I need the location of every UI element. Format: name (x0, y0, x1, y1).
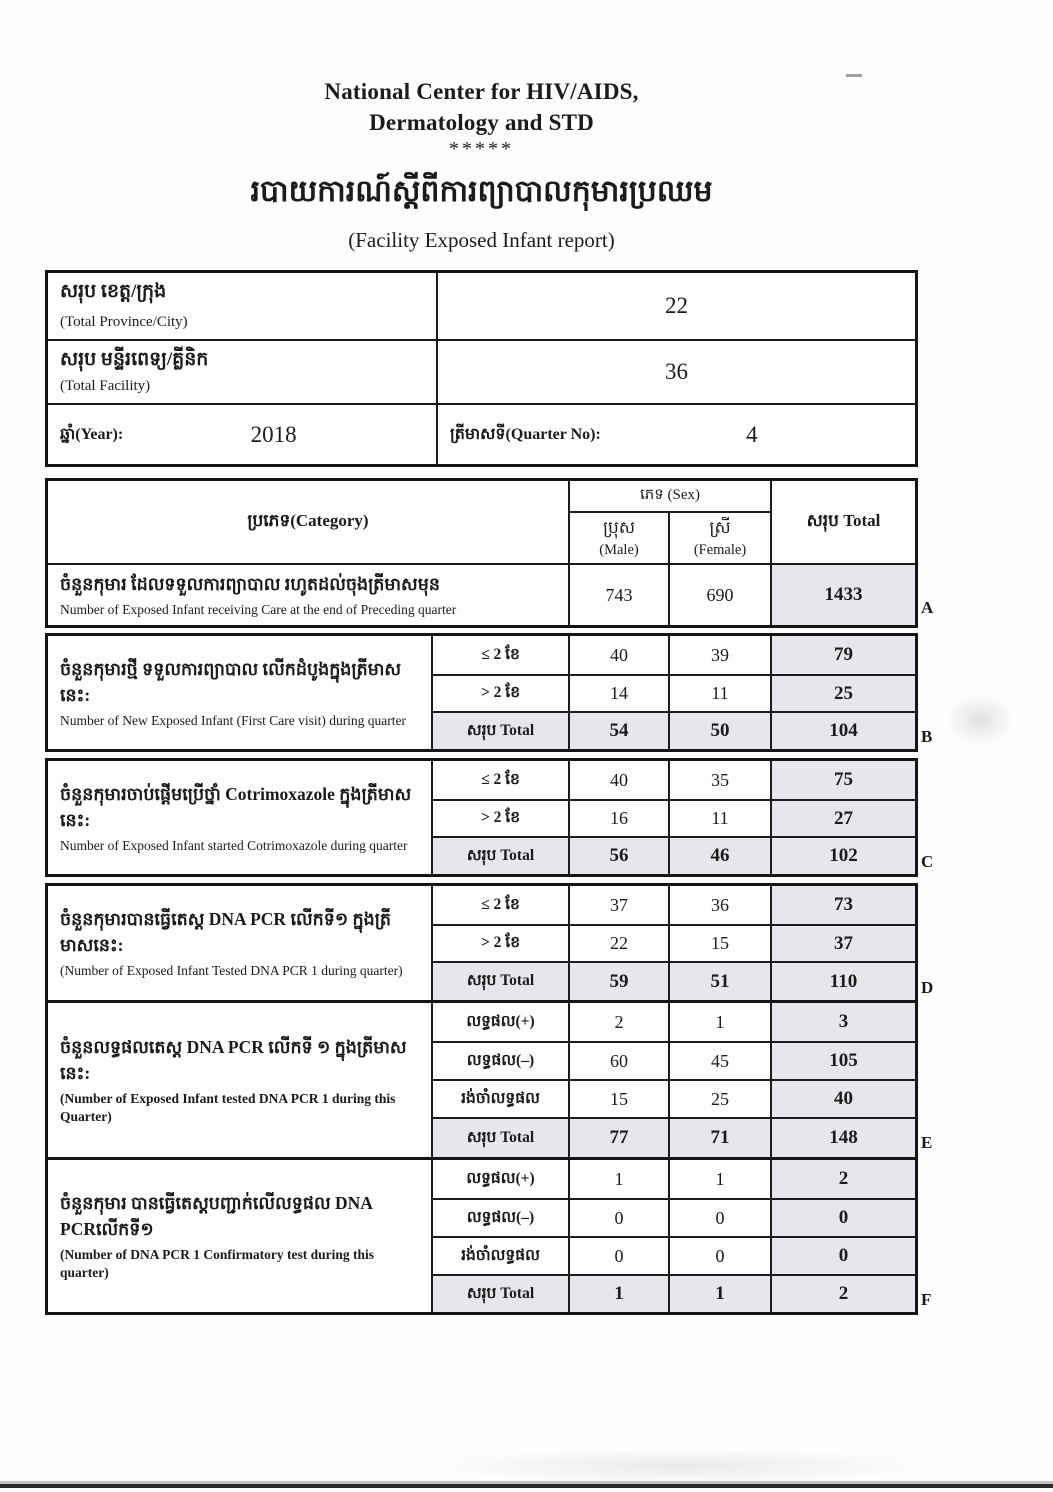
cell-male: 2 (568, 1003, 668, 1041)
cell-total: 102 (770, 836, 915, 874)
section-e-table (45, 1003, 918, 1160)
sex-header: ភេទ (Sex) (568, 481, 770, 511)
quarter-label: ត្រីមាសទី(Quarter No): (450, 425, 601, 443)
section-a-male: 743 (568, 563, 668, 625)
total-province-value: 22 (436, 273, 915, 339)
section-e-marker: E (921, 1133, 933, 1152)
cell-female: 45 (668, 1041, 770, 1079)
section-f-table (45, 1160, 918, 1315)
cell-male: 0 (568, 1236, 668, 1274)
cell-male: 1 (568, 1160, 668, 1198)
row-label: > 2 ខែ (431, 799, 568, 836)
section-d-marker: D (921, 978, 934, 997)
cell-female: 11 (668, 799, 770, 836)
row-label: រង់ចាំលទ្ធផល (431, 1079, 568, 1117)
cell-male: 40 (568, 761, 668, 799)
cell-male: 40 (568, 636, 668, 674)
section-a-total: 1433 (770, 563, 915, 625)
cell-total: 27 (770, 799, 915, 836)
cell-female: 50 (668, 711, 770, 749)
quarter-cell (436, 403, 915, 464)
report-header (45, 76, 918, 253)
cell-total: 79 (770, 636, 915, 674)
cell-male: 77 (568, 1117, 668, 1157)
cell-total: 75 (770, 761, 915, 799)
row-label-total: សរុប Total (431, 1117, 568, 1157)
section-c-marker: C (921, 852, 934, 871)
cell-male: 60 (568, 1041, 668, 1079)
org-name-line2: Dermatology and STD (369, 110, 594, 135)
cell-female: 15 (668, 924, 770, 961)
section-c-table (45, 758, 918, 877)
cell-female: 1 (668, 1160, 770, 1198)
row-label: > 2 ខែ (431, 674, 568, 711)
cell-female: 11 (668, 674, 770, 711)
row-label: រង់ចាំលទ្ធផល (431, 1236, 568, 1274)
total-header: សរុប Total (770, 481, 915, 563)
cell-male: 1 (568, 1274, 668, 1312)
year-cell (48, 403, 436, 464)
row-label: ≤ 2 ខែ (431, 761, 568, 799)
cell-total: 2 (770, 1160, 915, 1198)
female-header: ស្រី (Female) (668, 511, 770, 563)
row-label-total: សរុប Total (431, 711, 568, 749)
cell-female: 39 (668, 636, 770, 674)
cell-female: 46 (668, 836, 770, 874)
row-label-total: សរុប Total (431, 961, 568, 1000)
cell-male: 37 (568, 886, 668, 924)
cell-male: 14 (568, 674, 668, 711)
cell-total: 73 (770, 886, 915, 924)
section-e-label: ចំនួនលទ្ធផលតេស្ដ DNA PCR លើកទី ១ ក្នុងត្រីមាសនេះ: (Number of Exposed Infant tested DNA PCR 1 during this Quarter) (60, 1037, 407, 1124)
section-a-label: ចំនួនកុមារ ដែលទទួលការព្យាបាល រហូតដល់ចុងត្រីមាសមុន Number of Exposed Infant receiving Care at the end of Preceding quarter (48, 563, 568, 625)
section-d-table (45, 883, 918, 1003)
report-subtitle: (Facility Exposed Infant report) (348, 228, 615, 252)
cell-female: 36 (668, 886, 770, 924)
row-label: លទ្ធផល(+) (431, 1003, 568, 1041)
cell-total: 0 (770, 1198, 915, 1236)
total-province-label: សរុប ខេត្ត/ក្រុង (Total Province/City) (60, 281, 188, 330)
quarter-value: 4 (746, 421, 758, 447)
total-facility-value: 36 (436, 339, 915, 403)
section-a-marker: A (921, 598, 934, 617)
summary-table (45, 270, 918, 467)
row-label: > 2 ខែ (431, 924, 568, 961)
row-label: លទ្ធផល(–) (431, 1198, 568, 1236)
category-header: ប្រភេទ(Category) (247, 510, 369, 530)
cell-male: 22 (568, 924, 668, 961)
cell-female: 1 (668, 1274, 770, 1312)
section-f-label: ចំនួនកុមារ បានធ្វើតេស្ដបញ្ជាក់លើលទ្ធផល DNA PCRលើកទី១ (Number of DNA PCR 1 Confirmatory test during this quarter) (60, 1193, 374, 1280)
cell-total: 104 (770, 711, 915, 749)
section-b-table (45, 633, 918, 752)
year-label: ឆ្នាំ(Year): (60, 425, 124, 443)
total-facility-label: សរុប មន្ទីរពេទ្យ/គ្លីនិក (Total Facility) (48, 339, 436, 403)
year-value: 2018 (250, 421, 297, 447)
cell-total: 3 (770, 1003, 915, 1041)
section-f-marker: F (921, 1290, 932, 1309)
section-c-label: ចំនួនកុមារចាប់ផ្ដើមប្រើថ្នាំ Cotrimoxazole ក្នុងត្រីមាសនេះ: Number of Exposed Infant started Cotrimoxazole during quarter (60, 783, 412, 853)
cell-male: 56 (568, 836, 668, 874)
cell-total: 2 (770, 1274, 915, 1312)
cell-female: 0 (668, 1198, 770, 1236)
org-name-line1: National Center for HIV/AIDS, (324, 79, 639, 104)
cell-male: 59 (568, 961, 668, 1000)
row-label: ≤ 2 ខែ (431, 636, 568, 674)
cell-female: 0 (668, 1236, 770, 1274)
cell-female: 35 (668, 761, 770, 799)
row-label: លទ្ធផល(–) (431, 1041, 568, 1079)
cell-total: 105 (770, 1041, 915, 1079)
row-label: ≤ 2 ខែ (431, 886, 568, 924)
scan-artifact-smudge (420, 1448, 940, 1484)
row-label-total: សរុប Total (431, 836, 568, 874)
row-label: លទ្ធផល(+) (431, 1160, 568, 1198)
cell-male: 16 (568, 799, 668, 836)
section-a-table (45, 478, 918, 628)
cell-male: 15 (568, 1079, 668, 1117)
cell-female: 51 (668, 961, 770, 1000)
row-label-total: សរុប Total (431, 1274, 568, 1312)
cell-total: 0 (770, 1236, 915, 1274)
section-a-female: 690 (668, 563, 770, 625)
scan-artifact-dash (846, 74, 862, 77)
cell-total: 25 (770, 674, 915, 711)
section-b-label: ចំនួនកុមារថ្មី ទទួលការព្យាបាល លើកដំបូងក្នុងត្រីមាសនេះ: Number of New Exposed Infant (First Care visit) during quarter (60, 658, 407, 728)
cell-male: 0 (568, 1198, 668, 1236)
divider-stars: ***** (449, 138, 514, 160)
cell-female: 71 (668, 1117, 770, 1157)
cell-total: 110 (770, 961, 915, 1000)
cell-total: 148 (770, 1117, 915, 1157)
cell-female: 25 (668, 1079, 770, 1117)
cell-total: 37 (770, 924, 915, 961)
cell-total: 40 (770, 1079, 915, 1117)
scan-artifact-smudge (945, 694, 1015, 746)
cell-male: 54 (568, 711, 668, 749)
male-header: ប្រុស (Male) (568, 511, 668, 563)
section-b-marker: B (921, 727, 933, 746)
report-title-khmer: របាយការណ៍ស្ដីពីការព្យាបាលកុមារប្រឈម (250, 175, 713, 208)
cell-female: 1 (668, 1003, 770, 1041)
section-d-label: ចំនួនកុមារបានធ្វើតេស្ដ DNA PCR លើកទី១ ក្នុងត្រីមាសនេះ: (Number of Exposed Infant Tested DNA PCR 1 during quarter) (60, 909, 403, 978)
scan-artifact-line (0, 1484, 1053, 1488)
